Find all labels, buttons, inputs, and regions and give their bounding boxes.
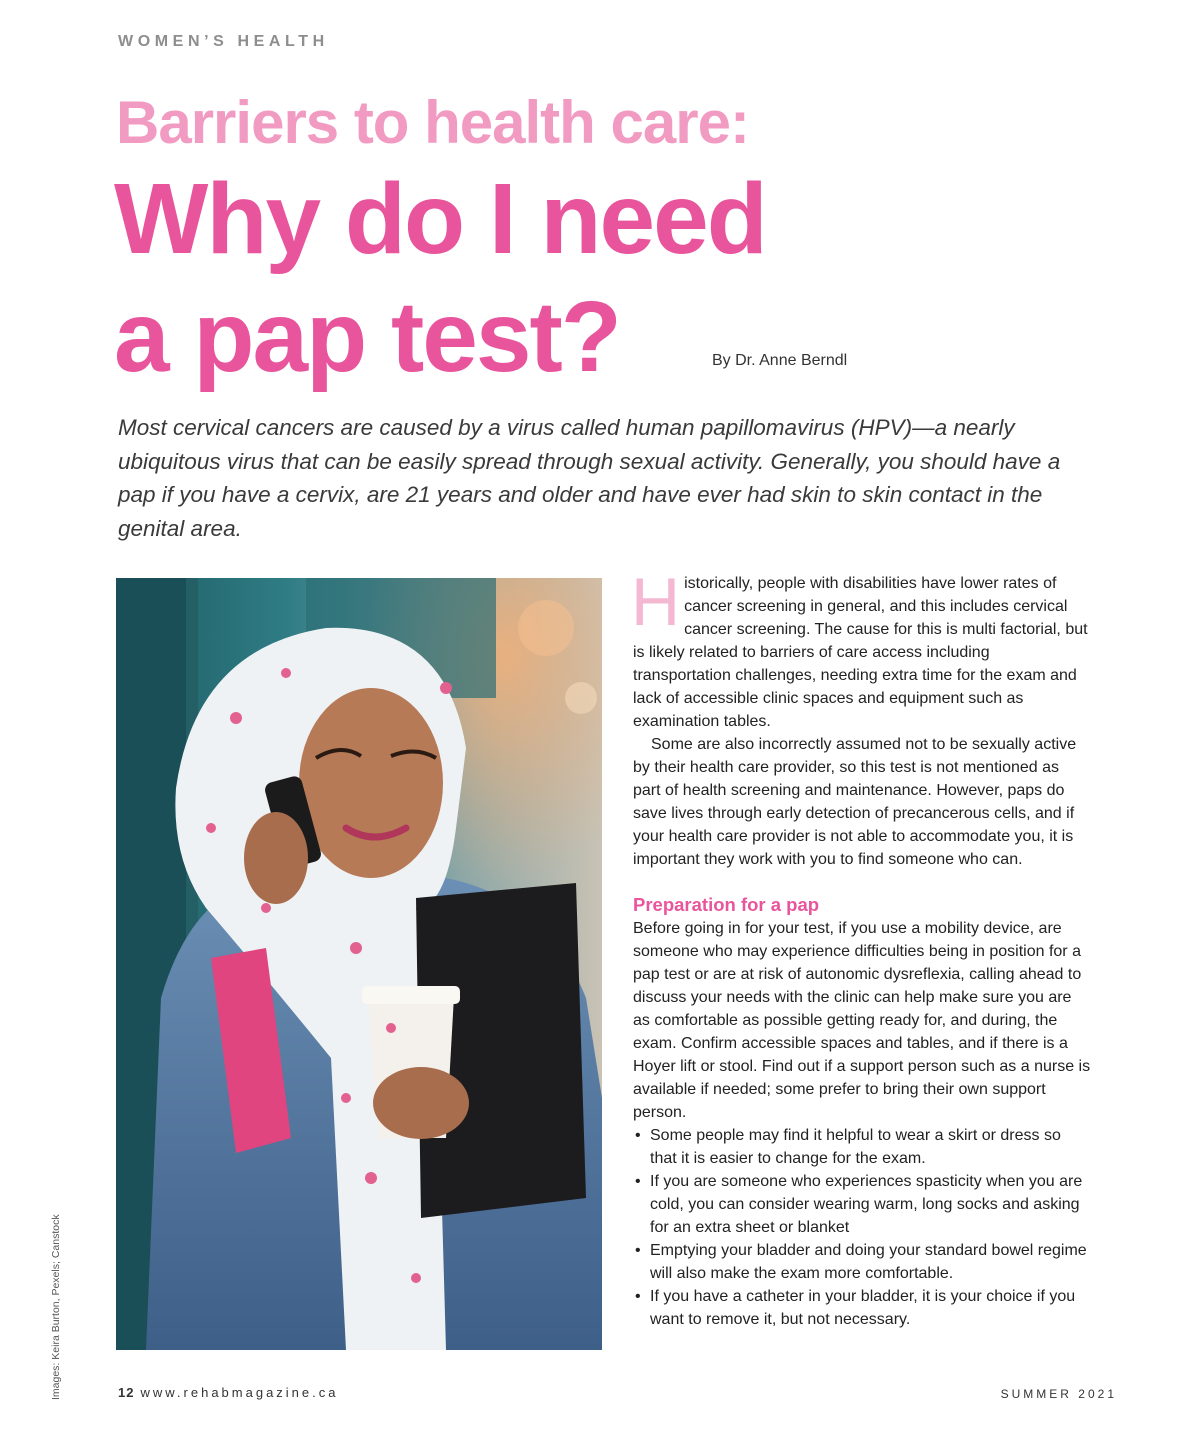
list-item <box>633 1170 1091 1239</box>
tips-list <box>633 1124 1091 1331</box>
section-label: WOMEN’S HEALTH <box>118 33 329 50</box>
body-paragraph-2: Some are also incorrectly assumed not to be sexually active by their health care provider, so this test is not mentioned as part of health screening and maintenance. However, paps do save lives through early detection of precancerous cells, and if your health care provider is not able to accommodate you, it is important they work with you to find someone who can. <box>633 736 1077 868</box>
intro-paragraph: Most cervical cancers are caused by a virus called human papillomavirus (HPV)—a nearly ubiquitous virus that can be easily spread through sexual activity. Generally, you should have a pap if you have a cervix, are 21 years and older and have ever had skin to skin contact in the genital area. <box>118 415 1061 541</box>
body-paragraph-1-text: istorically, people with disabilities have lower rates of cancer screening in general, and this includes cervical cancer screening. The cause for this is multi factorial, but is likely related to barriers of care access including transportation challenges, needing extra time for the exam and lack of accessible clinic spaces and equipment such as examination tables. <box>633 575 1088 730</box>
byline: By Dr. Anne Berndl <box>712 352 848 369</box>
bullet-icon: • <box>635 1127 641 1144</box>
bullet-icon: • <box>635 1288 641 1305</box>
section-heading: Preparation for a pap <box>633 894 820 915</box>
issue-label: SUMMER 2021 <box>1000 1387 1117 1401</box>
article-photo <box>116 578 602 1350</box>
drop-cap: H <box>631 564 681 640</box>
bullet-icon: • <box>635 1242 641 1259</box>
article-body <box>631 564 1091 1331</box>
title-line-2: a pap test? <box>114 281 620 393</box>
footer-left <box>118 1385 339 1400</box>
list-item <box>633 1285 1091 1331</box>
website-link[interactable]: www.rehabmagazine.ca <box>140 1385 339 1400</box>
list-item-text: Emptying your bladder and doing your standard bowel regime will also make the exam more comfortable. <box>650 1242 1087 1282</box>
article-subtitle: Barriers to health care: <box>116 89 749 156</box>
list-item <box>633 1124 1091 1170</box>
body-paragraph-1 <box>631 564 1091 733</box>
list-item-text: If you have a catheter in your bladder, it is your choice if you want to remove it, but not necessary. <box>650 1288 1076 1328</box>
article-title <box>114 160 766 396</box>
photo-credit: Images: Keira Burton, Pexels; Canstock <box>50 1214 62 1400</box>
list-item-text: Some people may find it helpful to wear a skirt or dress so that it is easier to change for the exam. <box>650 1127 1061 1167</box>
title-line-1: Why do I need <box>114 163 766 275</box>
list-item-text: If you are someone who experiences spasticity when you are cold, you can consider wearing warm, long socks and asking for an extra sheet or blanket <box>650 1173 1083 1236</box>
bullet-icon: • <box>635 1173 641 1190</box>
page-number: 12 <box>118 1385 135 1400</box>
body-paragraph-3: Before going in for your test, if you use a mobility device, are someone who may experience difficulties being in position for a pap test or are at risk of autonomic dysreflexia, calling ahead to discuss your needs with the clinic can help make sure you are as comfortable as possible getting ready for, and during, the exam. Confirm accessible spaces and tables, and if there is a Hoyer lift or stool. Find out if a support person such as a nurse is available if needed; some prefer to bring their own support person. <box>633 920 1091 1121</box>
list-item <box>633 1239 1091 1285</box>
